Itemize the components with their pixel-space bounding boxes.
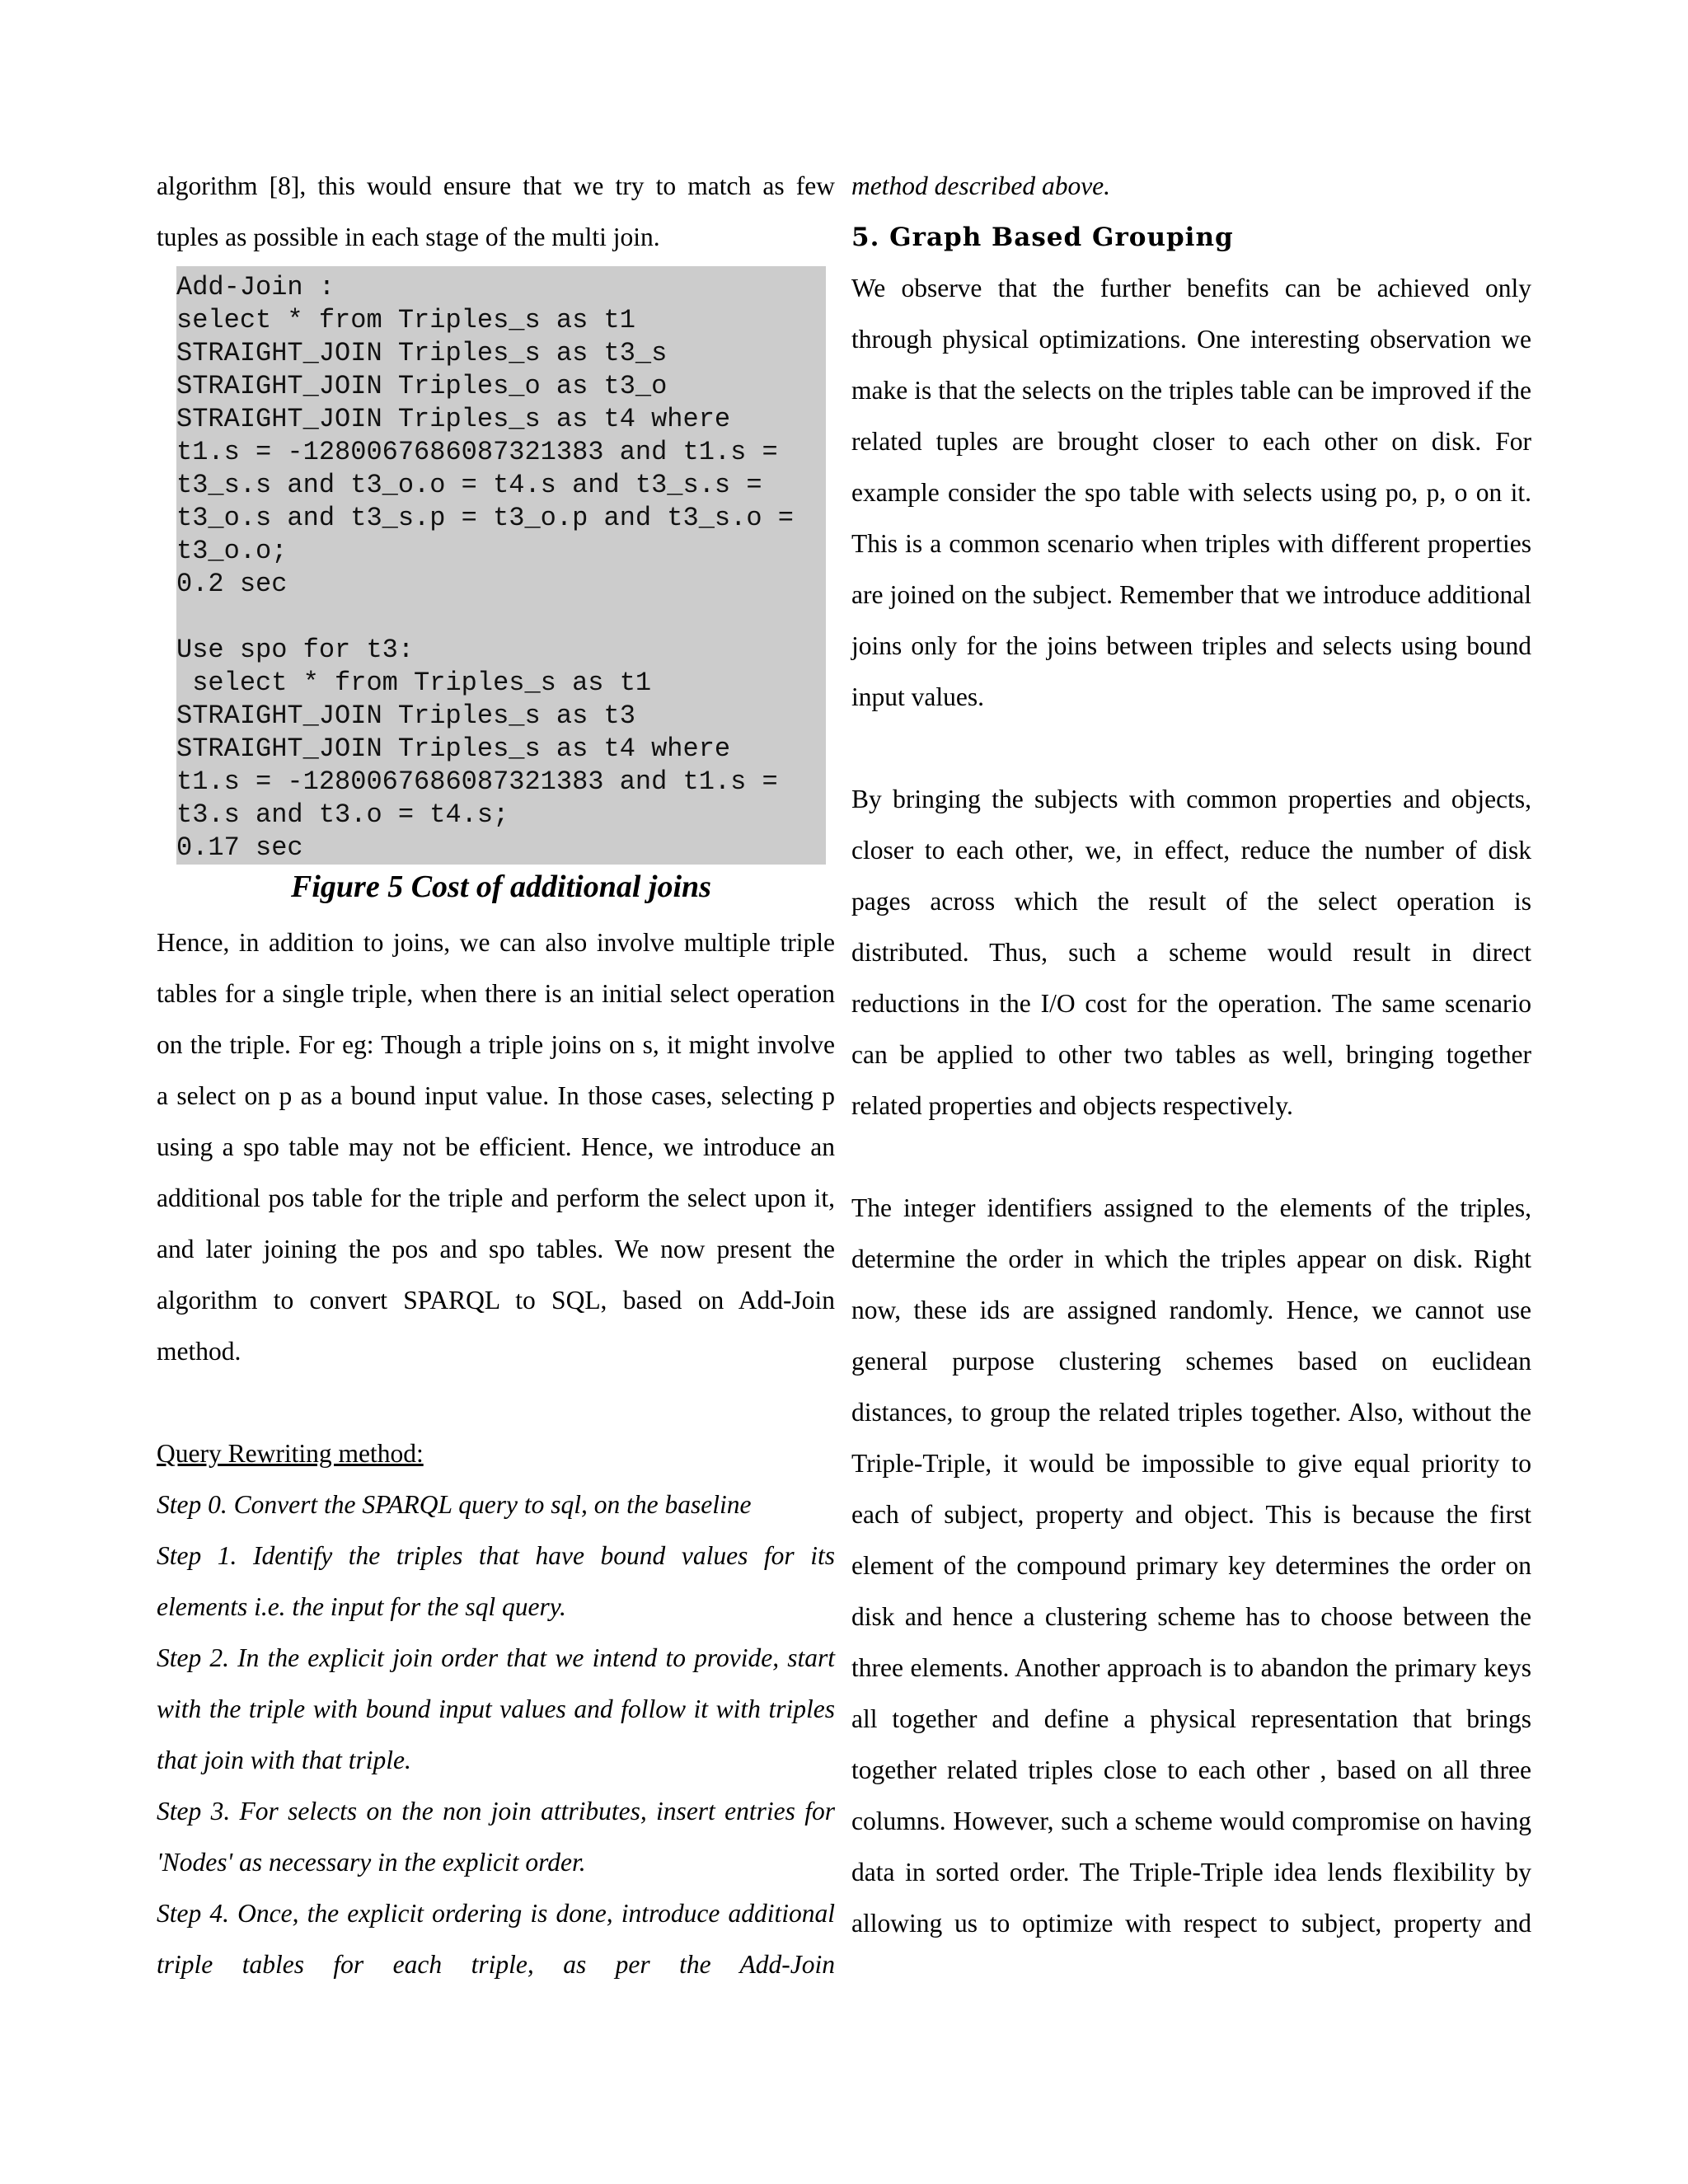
- code-line: Add-Join :: [176, 272, 335, 302]
- code-line: STRAIGHT_JOIN Triples_s as t4 where: [176, 404, 731, 434]
- right-paragraph-2: By bringing the subjects with common properties and objects, closer to each other, we, in effect, reduce the number of disk pages across which the result of the select operation is distributed. Thus, such a scheme would result in direct reductions in the I/O cost for the operation. The same scenario can be applied to other two tables as well, bringing together related properties and objects respectively.: [851, 785, 1531, 1120]
- figure-caption: Figure 5 Cost of additional joins: [291, 869, 711, 904]
- method-heading: Query Rewriting method:: [157, 1439, 424, 1468]
- intro-paragraph: algorithm [8], this would ensure that we try to match as few tuples as possible in each stage of the multi join.: [157, 171, 835, 251]
- code-line: t3_o.s and t3_s.p = t3_o.p and t3_s.o =: [176, 503, 794, 533]
- code-line: select * from Triples_s as t1: [176, 305, 635, 335]
- left-column: [157, 161, 835, 1990]
- right-paragraph-1: We observe that the further benefits can be achieved only through physical optimizations. One interesting observation we make is that the selects on the triples table can be improved if the related tuples are brought closer to each other on disk. For example consider the spo table with selects using po, p, o on it. This is a common scenario when triples with different properties are joined on the subject. Remember that we introduce additional joins only for the joins between triples and selects using bound input values.: [851, 274, 1531, 711]
- step-4: Step 4. Once, the explicit ordering is done, introduce additional triple tables for each triple, as per the Add-Join: [157, 1899, 835, 1979]
- continuation-text: method described above.: [851, 171, 1111, 200]
- code-line: t3_s.s and t3_o.o = t4.s and t3_s.s =: [176, 470, 762, 500]
- code-line: STRAIGHT_JOIN Triples_s as t4 where: [176, 733, 731, 764]
- step-3: Step 3. For selects on the non join attributes, insert entries for 'Nodes' as necessary in the explicit order.: [157, 1797, 835, 1877]
- code-line: t1.s = -1280067686087321383 and t1.s =: [176, 437, 778, 467]
- code-line: 0.2 sec: [176, 569, 288, 599]
- code-line: select * from Triples_s as t1: [176, 668, 652, 698]
- code-line: t3_o.o;: [176, 536, 288, 566]
- section-heading: 5. Graph Based Grouping: [851, 223, 1234, 252]
- body-paragraph: Hence, in addition to joins, we can also involve multiple triple tables for a single triple, when there is an initial select operation on the triple. For eg: Though a triple joins on s, it might involve a select on p as a bound input value. In those cases, selecting p using a spo table may not be efficient. Hence, we introduce an additional pos table for the triple and perform the select upon it, and later joining the pos and spo tables. We now present the algorithm to convert SPARQL to SQL, based on Add-Join method.: [157, 928, 835, 1366]
- right-paragraph-3: The integer identifiers assigned to the elements of the triples, determine the order in which the triples appear on disk. Right now, these ids are assigned randomly. Hence, we cannot use general purpose clustering schemes based on euclidean distances, to group the related triples together. Also, without the Triple-Triple, it would be impossible to give equal priority to each of subject, property and object. This is because the first element of the compound primary key determines the order on disk and hence a clustering scheme has to choose between the three elements. Another approach is to abandon the primary keys all together and define a physical representation that brings together related triples close to each other , based on all three columns. However, such a scheme would compromise on having data in sorted order. The Triple-Triple idea lends flexibility by allowing us to optimize with respect to subject, property and: [851, 1193, 1531, 1938]
- code-line: STRAIGHT_JOIN Triples_o as t3_o: [176, 371, 668, 401]
- code-line: Use spo for t3:: [176, 635, 415, 665]
- step-0: Step 0. Convert the SPARQL query to sql, on the baseline: [157, 1490, 752, 1519]
- step-2: Step 2. In the explicit join order that we intend to provide, start with the triple with bound input values and follow it with triples that join with that triple.: [157, 1643, 835, 1774]
- code-line: t3.s and t3.o = t4.s;: [176, 799, 509, 830]
- code-line: t1.s = -1280067686087321383 and t1.s =: [176, 766, 778, 797]
- code-line: STRAIGHT_JOIN Triples_s as t3: [176, 701, 635, 731]
- code-line: 0.17 sec: [176, 832, 303, 863]
- code-line: STRAIGHT_JOIN Triples_s as t3_s: [176, 338, 668, 368]
- code-line: [176, 601, 826, 634]
- code-listing: [176, 266, 826, 865]
- step-1: Step 1. Identify the triples that have bound values for its elements i.e. the input for the sql query.: [157, 1541, 835, 1621]
- right-column: [851, 161, 1531, 1949]
